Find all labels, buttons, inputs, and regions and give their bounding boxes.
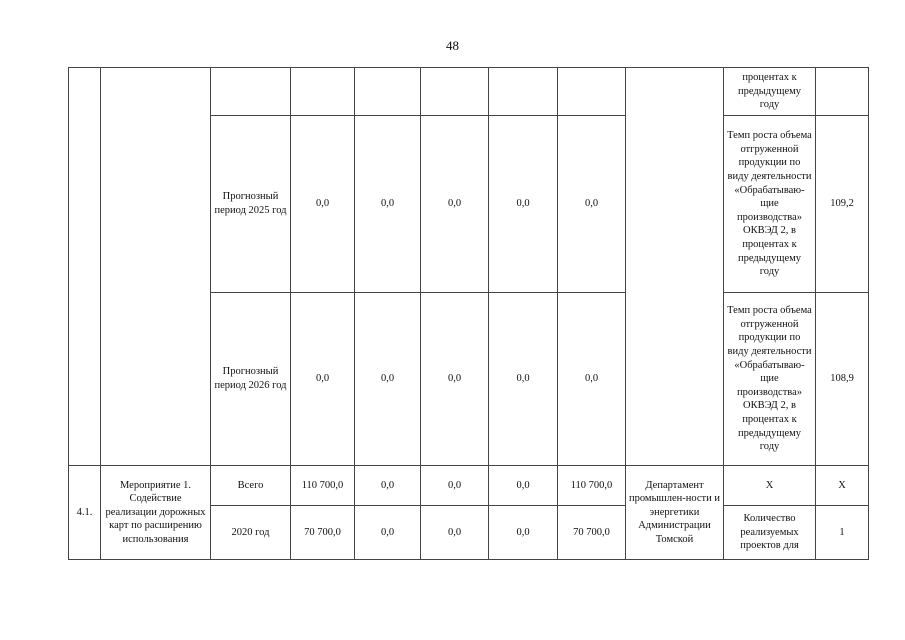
value-cell: 110 700,0 xyxy=(558,466,626,506)
target-cell: 109,2 xyxy=(816,116,869,293)
value-cell: 0,0 xyxy=(558,293,626,466)
value-cell xyxy=(558,68,626,116)
value-cell: 70 700,0 xyxy=(558,506,626,560)
period-cell xyxy=(211,68,291,116)
table-row xyxy=(69,68,869,116)
executor-cell xyxy=(626,68,724,466)
indicator-cell: Темп роста объема отгруженной продукции по виду деятельности «Обрабатываю-щие производства» ОКВЭД 2, в процентах к предыдущему году xyxy=(724,116,816,293)
indicator-cell: Темп роста объема отгруженной продукции по виду деятельности «Обрабатываю-щие производства» ОКВЭД 2, в процентах к предыдущему году xyxy=(724,293,816,466)
value-cell: 0,0 xyxy=(355,466,421,506)
value-cell: 110 700,0 xyxy=(291,466,355,506)
value-cell: 0,0 xyxy=(421,506,489,560)
value-cell: 0,0 xyxy=(489,116,558,293)
title-cell: Мероприятие 1. Содействие реализации дорожных карт по расширению использования xyxy=(101,466,211,560)
table-row xyxy=(69,466,869,506)
value-cell: 0,0 xyxy=(291,116,355,293)
target-cell xyxy=(816,68,869,116)
value-cell: 0,0 xyxy=(489,466,558,506)
number-cell: 4.1. xyxy=(69,466,101,560)
value-cell: 0,0 xyxy=(558,116,626,293)
value-cell xyxy=(355,68,421,116)
value-cell: 0,0 xyxy=(489,506,558,560)
target-cell: Х xyxy=(816,466,869,506)
executor-cell: Департамент промышлен-ности и энергетики Администрации Томской xyxy=(626,466,724,560)
target-cell: 108,9 xyxy=(816,293,869,466)
period-cell: Прогнозный период 2025 год xyxy=(211,116,291,293)
title-cell xyxy=(101,68,211,466)
period-cell: Всего xyxy=(211,466,291,506)
indicator-cell: Х xyxy=(724,466,816,506)
value-cell: 0,0 xyxy=(355,506,421,560)
period-cell: Прогнозный период 2026 год xyxy=(211,293,291,466)
value-cell: 0,0 xyxy=(421,293,489,466)
value-cell: 0,0 xyxy=(291,293,355,466)
value-cell: 70 700,0 xyxy=(291,506,355,560)
value-cell xyxy=(489,68,558,116)
number-cell xyxy=(69,68,101,466)
value-cell: 0,0 xyxy=(421,116,489,293)
target-cell: 1 xyxy=(816,506,869,560)
page-number: 48 xyxy=(446,38,459,53)
value-cell xyxy=(421,68,489,116)
value-cell: 0,0 xyxy=(355,293,421,466)
indicator-cell: Количество реализуемых проектов для xyxy=(724,506,816,560)
program-table xyxy=(68,67,869,560)
indicator-cell: процентах к предыдущему году xyxy=(724,68,816,116)
value-cell: 0,0 xyxy=(421,466,489,506)
value-cell: 0,0 xyxy=(355,116,421,293)
value-cell xyxy=(291,68,355,116)
period-cell: 2020 год xyxy=(211,506,291,560)
value-cell: 0,0 xyxy=(489,293,558,466)
